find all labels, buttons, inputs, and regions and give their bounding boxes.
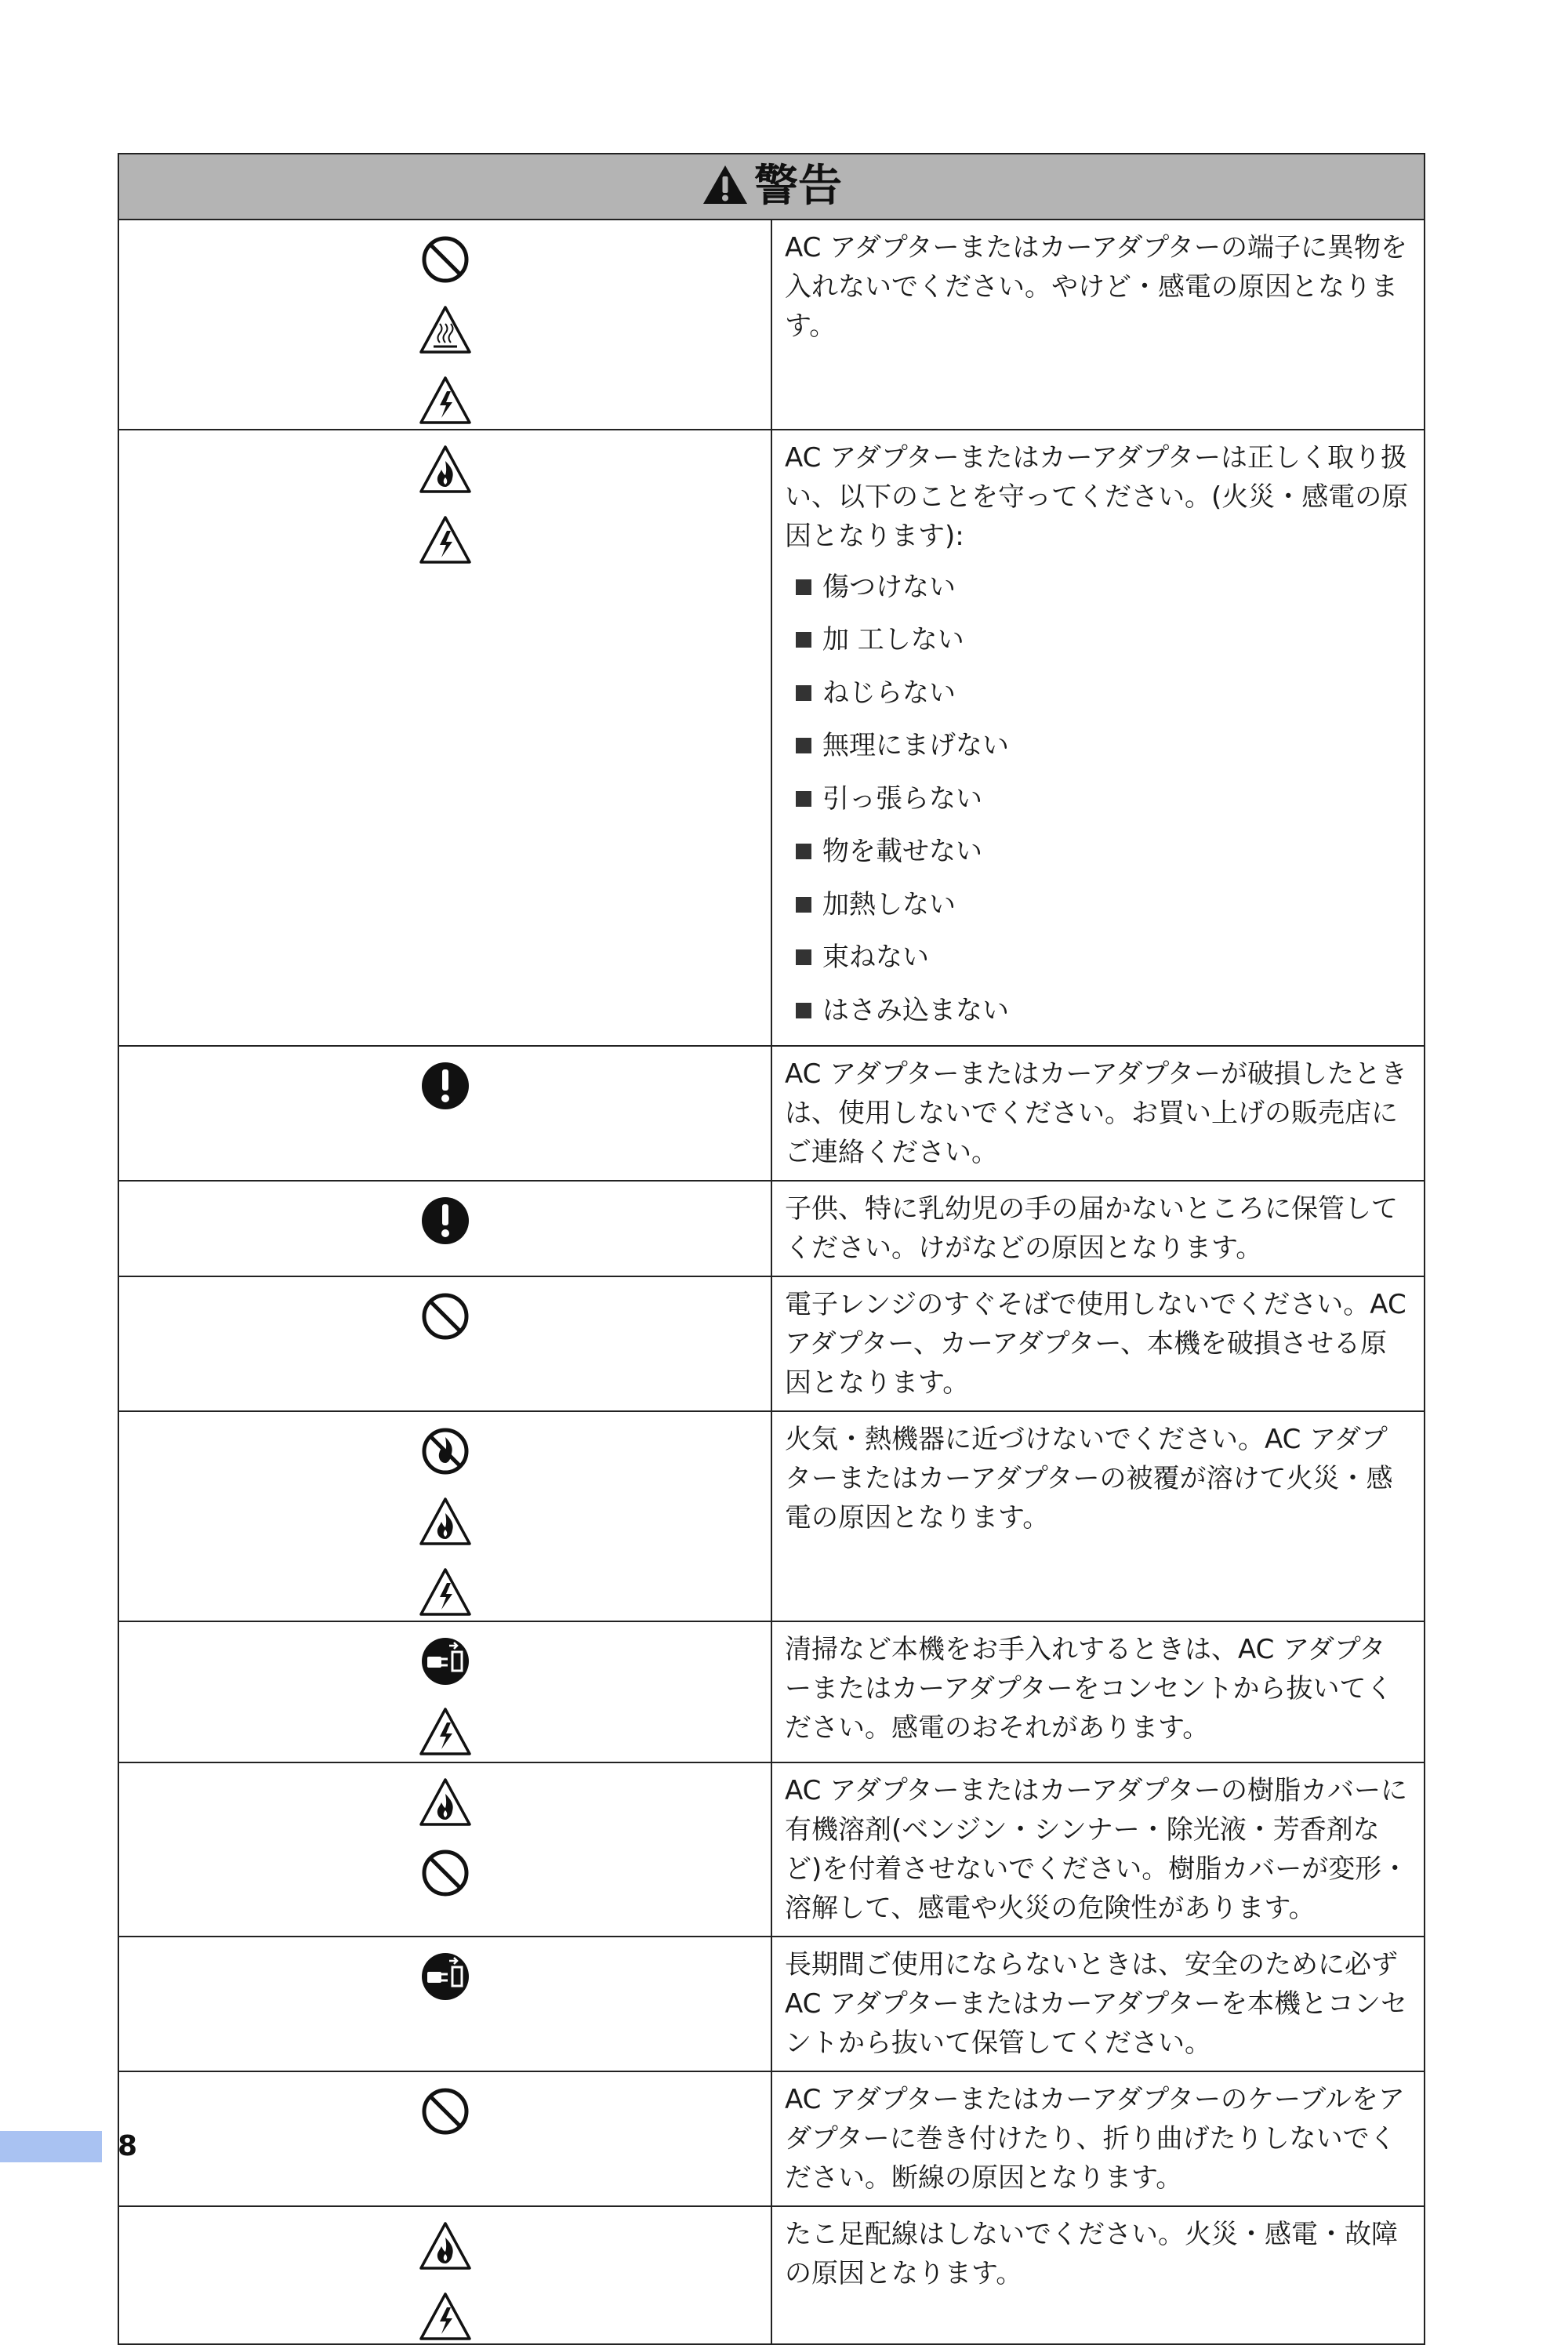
warning-row-8 bbox=[118, 1762, 1425, 1937]
bullet-square-icon bbox=[796, 685, 811, 701]
bullet-text: 物を載せない bbox=[822, 836, 982, 868]
page-number: 8 bbox=[118, 2130, 138, 2162]
bullet-text: 加 工しない bbox=[822, 624, 964, 656]
warning-row-2 bbox=[118, 430, 1425, 1046]
bullet-item bbox=[796, 666, 1411, 720]
unplug-icon bbox=[418, 1950, 473, 2003]
page-number-bar bbox=[0, 2131, 102, 2162]
icon-cell bbox=[118, 2071, 771, 2206]
warning-row-4 bbox=[118, 1181, 1425, 1276]
text-cell bbox=[771, 1621, 1425, 1762]
warning-row-1 bbox=[118, 220, 1425, 430]
warning-text: AC アダプターまたはカーアダプターは正しく取り扱い、以下のことを守ってください。(火災・感電の原因となります): bbox=[785, 442, 1409, 552]
warning-text: たこ足配線はしないでください。火災・感電・故障の原因となります。 bbox=[785, 2218, 1398, 2289]
icon-cell bbox=[118, 1762, 771, 1937]
bullet-item bbox=[796, 561, 1411, 614]
text-cell bbox=[771, 1762, 1425, 1937]
fire-hazard-icon bbox=[418, 1495, 473, 1548]
warning-row-9 bbox=[118, 1937, 1425, 2071]
bullet-text: 無理にまげない bbox=[822, 730, 1009, 762]
warning-row-10 bbox=[118, 2071, 1425, 2206]
prohibition-icon bbox=[418, 233, 473, 286]
electric-shock-icon bbox=[418, 514, 473, 567]
warning-row-7 bbox=[118, 1621, 1425, 1762]
bullet-item bbox=[796, 984, 1411, 1037]
warning-header bbox=[118, 154, 1425, 220]
warning-text: 清掃など本機をお手入れするときは、AC アダプターまたはカーアダプターをコンセントから抜いてください。感電のおそれがあります。 bbox=[785, 1633, 1393, 1744]
electric-shock-icon bbox=[418, 2290, 473, 2343]
icon-cell bbox=[118, 430, 771, 1046]
bullet-text: ねじらない bbox=[822, 677, 956, 709]
fire-hazard-icon bbox=[418, 443, 473, 496]
icon-cell bbox=[118, 1046, 771, 1181]
text-cell bbox=[771, 2206, 1425, 2344]
hot-surface-icon bbox=[418, 303, 473, 357]
bullet-list bbox=[785, 561, 1411, 1037]
icon-cell bbox=[118, 1937, 771, 2071]
warning-text: AC アダプターまたはカーアダプターのケーブルをアダプターに巻き付けたり、折り曲げたりしないでください。断線の原因となります。 bbox=[785, 2083, 1405, 2194]
no-fire-icon bbox=[418, 1425, 473, 1478]
warning-text: 長期間ご使用にならないときは、安全のために必ず AC アダプターまたはカーアダプターを本機とコンセントから抜いて保管してください。 bbox=[785, 1948, 1407, 2059]
text-cell bbox=[771, 1937, 1425, 2071]
bullet-item bbox=[796, 614, 1411, 667]
warning-triangle-icon bbox=[701, 163, 750, 210]
text-cell bbox=[771, 2071, 1425, 2206]
text-cell bbox=[771, 1411, 1425, 1621]
bullet-item bbox=[796, 772, 1411, 826]
warning-header-row bbox=[118, 154, 1425, 220]
text-cell bbox=[771, 220, 1425, 430]
icon-cell bbox=[118, 1276, 771, 1411]
text-cell bbox=[771, 1046, 1425, 1181]
electric-shock-icon bbox=[418, 1566, 473, 1619]
text-cell bbox=[771, 1181, 1425, 1276]
icon-cell bbox=[118, 1181, 771, 1276]
icon-cell bbox=[118, 2206, 771, 2344]
bullet-square-icon bbox=[796, 632, 811, 648]
icon-cell bbox=[118, 220, 771, 430]
warning-title: 警告 bbox=[754, 161, 842, 212]
bullet-square-icon bbox=[796, 791, 811, 807]
warning-table bbox=[118, 153, 1425, 2345]
warning-row-3 bbox=[118, 1046, 1425, 1181]
warning-text: AC アダプターまたはカーアダプターが破損したときは、使用しないでください。お買い上げの販売店にご連絡ください。 bbox=[785, 1058, 1407, 1168]
bullet-text: 加熱しない bbox=[822, 888, 956, 920]
bullet-square-icon bbox=[796, 738, 811, 753]
bullet-item bbox=[796, 931, 1411, 985]
bullet-item bbox=[796, 720, 1411, 773]
mandatory-icon bbox=[418, 1194, 473, 1247]
prohibition-icon bbox=[418, 1846, 473, 1900]
bullet-square-icon bbox=[796, 844, 811, 859]
bullet-text: 束ねない bbox=[822, 942, 929, 974]
bullet-text: 傷つけない bbox=[822, 571, 956, 603]
bullet-text: はさみ込まない bbox=[822, 994, 1009, 1026]
electric-shock-icon bbox=[418, 1705, 473, 1759]
warning-text: AC アダプターまたはカーアダプターの端子に異物を入れないでください。やけど・感電の原因となります。 bbox=[785, 232, 1407, 342]
electric-shock-icon bbox=[418, 374, 473, 427]
warning-row-6 bbox=[118, 1411, 1425, 1621]
bullet-item bbox=[796, 826, 1411, 879]
bullet-square-icon bbox=[796, 579, 811, 595]
icon-cell bbox=[118, 1621, 771, 1762]
warning-row-5 bbox=[118, 1276, 1425, 1411]
warning-row-11 bbox=[118, 2206, 1425, 2344]
warning-text: 火気・熱機器に近づけないでください。AC アダプターまたはカーアダプターの被覆が溶けて火災・感電の原因となります。 bbox=[785, 1423, 1393, 1534]
prohibition-icon bbox=[418, 2085, 473, 2138]
warning-text: 子供、特に乳幼児の手の届かないところに保管してください。けがなどの原因となります。 bbox=[785, 1192, 1398, 1264]
warning-text: AC アダプターまたはカーアダプターの樹脂カバーに有機溶剤(ベンジン・シンナー・除光液・芳香剤など)を付着させないでください。樹脂カバーが変形・溶解して、感電や火災の危険性があります。 bbox=[785, 1774, 1409, 1924]
bullet-square-icon bbox=[796, 949, 811, 965]
icon-cell bbox=[118, 1411, 771, 1621]
mandatory-icon bbox=[418, 1059, 473, 1113]
bullet-text: 引っ張らない bbox=[822, 782, 982, 815]
bullet-square-icon bbox=[796, 1003, 811, 1018]
bullet-square-icon bbox=[796, 897, 811, 913]
bullet-item bbox=[796, 878, 1411, 931]
text-cell bbox=[771, 1276, 1425, 1411]
text-cell bbox=[771, 430, 1425, 1046]
warning-text: 電子レンジのすぐそばで使用しないでください。AC アダプター、カーアダプター、本機を破損させる原因となります。 bbox=[785, 1288, 1406, 1399]
unplug-icon bbox=[418, 1635, 473, 1688]
fire-hazard-icon bbox=[418, 2220, 473, 2273]
fire-hazard-icon bbox=[418, 1776, 473, 1829]
prohibition-icon bbox=[418, 1290, 473, 1343]
